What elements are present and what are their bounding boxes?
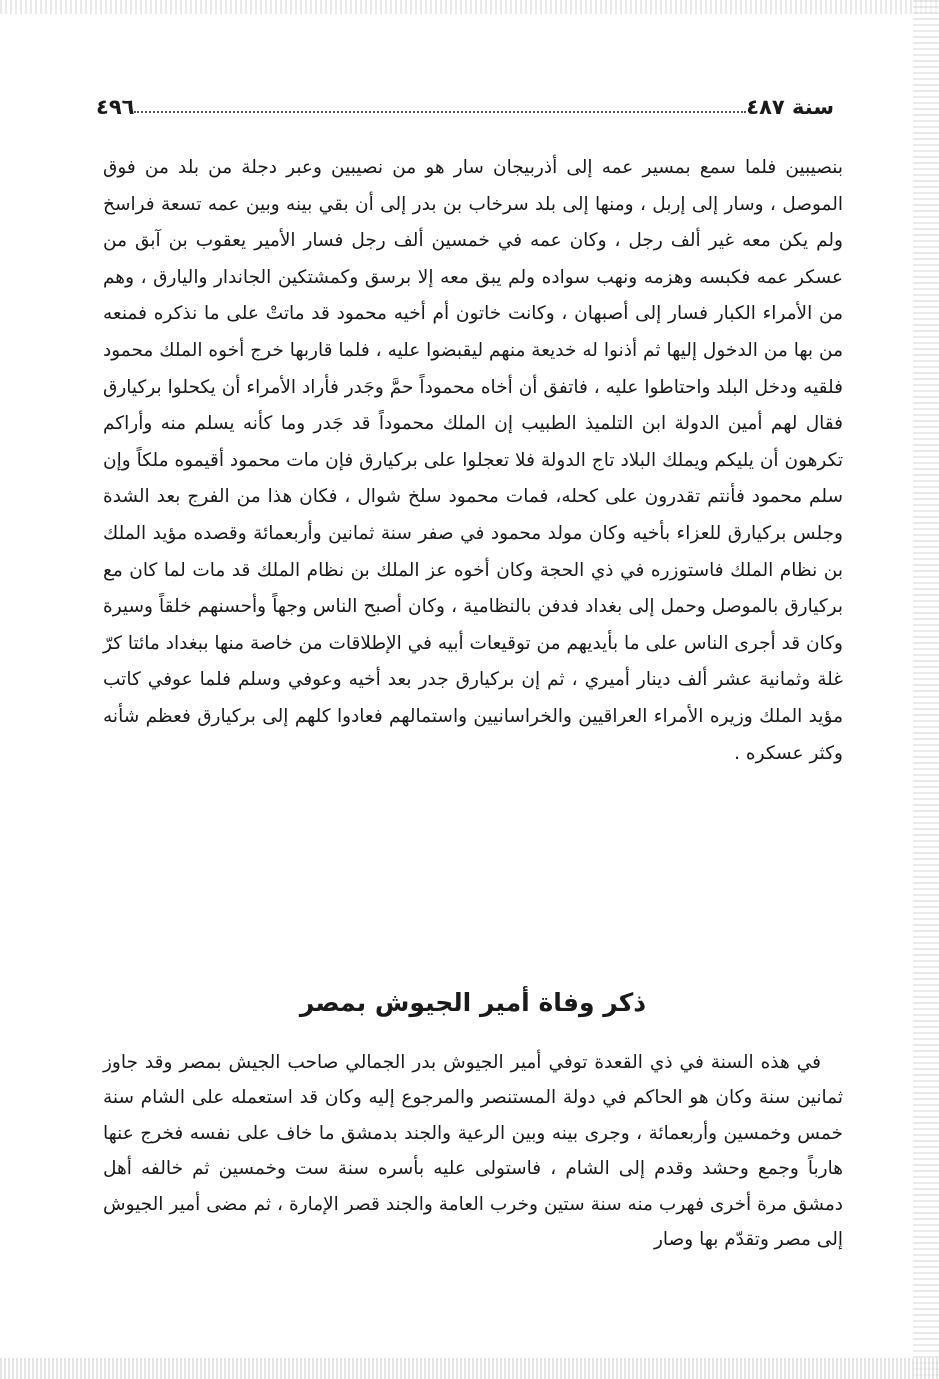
running-head: [88, 92, 842, 122]
main-paragraph: بنصيبين فلما سمع بمسير عمه إلى أذربيجان سار هو من نصيبين وعبر دجلة من بلد من فوق الموصل ، وسار إلى إربل ، ومنها إلى بلد سرخاب بن بدر إلى أن بقي بينه وبين عمه تسعة فراسخ ولم يكن معه غير ألف رجل ، وكان عمه في خمسين ألف رجل فسار الأمير يعقوب بن آبق من عسكر عمه فكبسه وهزمه ونهب سواده ولم يبق معه إلا برسق وكمشتكين الجاندار واليارق ، وهم من الأمراء الكبار فسار إلى أصبهان ، وكانت خاتون أم أخيه محمود قد ماتتْ على ما نذكره فمنعه من بها من الدخول إليها ثم أذنوا له خديعة منهم ليقبضوا عليه ، فلما قاربها خرج أخوه الملك محمود فلقيه ودخل البلد واحتاطوا عليه ، فاتفق أن أخاه محموداً حمَّ وجَدر فأراد الأمراء أن يكحلوا بركيارق فقال لهم أمين الدولة ابن التلميذ الطبيب إن الملك محموداً قد جَدر وما كأنه يسلم منه وأراكم تكرهون أن يليكم ويملك البلاد تاج الدولة فلا تعجلوا على بركيارق فإن مات محمود أقيموه ملكاً وإن سلم محمود فأنتم تقدرون على كحله، فمات محمود سلخ شوال ، فكان هذا من الفرج بعد الشدة وجلس بركيارق للعزاء بأخيه وكان مولد محمود في صفر سنة ثمانين وأربعمائة وقصده مؤيد الملك بن نظام الملك فاستوزره في ذي الحجة وكان أخوه عز الملك بن نظام الملك قد مات لما كان مع بركيارق بالموصل وحمل إلى بغداد فدفن بالنظامية ، وكان أصبح الناس وجهاً وأحسنهم خلقاً وسيرة وكان قد أجرى الناس على ما بأيديهم من توقيعات أبيه في الإطلاقات من خاصة منها ببغداد مائتا كرّ غلة وثمانية عشر ألف دينار أميري ، ثم إن بركيارق جدر بعد أخيه وعوفي وسلم فلما عوفي كاتب مؤيد الملك وزيره الأمراء العراقيين والخراسانيين واستمالهم فعادوا كلهم إلى بركيارق فعظم شأنه وكثر عسكره .: [103, 157, 843, 764]
section-paragraph: في هذه السنة في ذي القعدة توفي أمير الجيوش بدر الجمالي صاحب الجيش بمصر وقد جاوز ثمانين سنة وكان هو الحاكم في دولة المستنصر والمرجوع إليه وكان قد استعمله على الشام سنة خمس وخمسين وأربعمائة ، وجرى بينه وبين الرعية والجند بدمشق ما خاف على نفسه فخرج عنها هارباً وجمع وحشد وقدم إلى الشام ، فاستولى عليه بأسره سنة ست وخمسين ثم خالفه أهل دمشق مرة أخرى فهرب منه سنة ستين وخرب العامة والجند قصر الإمارة ، ثم مضى أمير الجيوش إلى مصر وتقدّم بها وصار: [103, 1052, 843, 1251]
scan-edge-bottom: [0, 1358, 939, 1379]
section-heading: ذكر وفاة أمير الجيوش بمصر: [299, 988, 647, 1017]
year-label: سنة ٤٨٧: [746, 95, 834, 119]
page-number: ٤٩٦: [96, 95, 135, 119]
scan-edge-top: [0, 0, 939, 14]
header-dotted-leader: [134, 111, 746, 113]
scan-edge-right: [913, 0, 939, 1379]
